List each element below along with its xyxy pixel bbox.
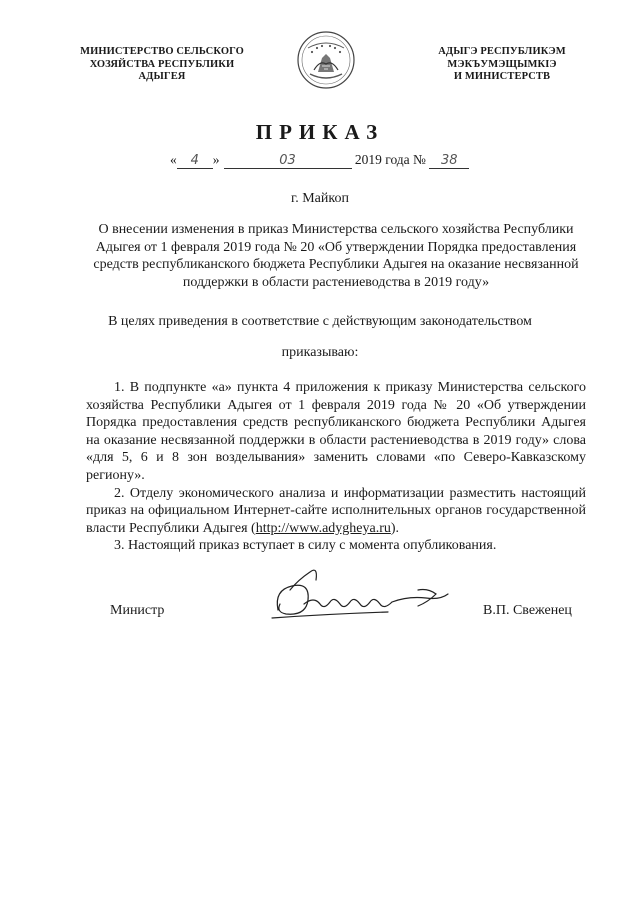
handwritten-signature-icon — [268, 560, 458, 630]
order-item-2 — [86, 485, 586, 538]
order-body — [86, 379, 586, 555]
preamble: В целях приведения в соответствие с действующим законодательством — [108, 314, 532, 329]
order-item-2-text: 2. Отделу экономического анализа и информатизации разместить настоящий приказ на официальном Интернет-сайте исполнительных органов государственной власти Республики Адыгея ( — [86, 485, 586, 536]
date-day-field: 4 — [177, 153, 213, 169]
date-month-field: 03 — [224, 153, 352, 169]
date-line — [170, 152, 469, 169]
order-item-2-end: ). — [390, 520, 400, 536]
signatory-role: Министр — [110, 603, 165, 618]
quote-close: » — [212, 152, 220, 167]
ministry-header-adyghe — [410, 46, 594, 84]
header-line: АДЫГЭ РЕСПУБЛИКЭМ — [438, 46, 566, 57]
header-line: ХОЗЯЙСТВА РЕСПУБЛИКИ — [89, 58, 235, 70]
order-item-1: 1. В подпункте «а» пункта 4 приложения к приказу Министерства сельского хозяйства Республики Адыгея от 1 февраля 2019 года № 20 «Об утверждении Порядка предоставления средств республиканского бюджета Республики Адыгея на оказание несвязанной поддержки в области растениеводства в 2019 году» слова «для 5, 6 и 8 зон возделывания» заменить словами «по Северо-Кавказскому региону». — [86, 380, 586, 483]
order-word: приказываю: — [281, 345, 359, 360]
order-number-field: 38 — [429, 153, 469, 169]
order-item-3: 3. Настоящий приказ вступает в силу с момента опубликования. — [114, 538, 497, 554]
header-line: И МИНИСТЕРСТВ — [453, 71, 551, 82]
quote-open: « — [170, 152, 177, 167]
website-link[interactable]: http://www.adygheya.ru — [255, 520, 391, 536]
city: г. Майкоп — [291, 191, 349, 206]
header-line: АДЫГЕЯ — [138, 71, 186, 82]
coat-of-arms-icon — [296, 30, 356, 90]
header-line: МИНИСТЕРСТВО СЕЛЬСКОГО — [80, 46, 244, 57]
signatory-name: В.П. Свеженец — [483, 603, 572, 618]
document-title: ПРИКАЗ — [255, 120, 385, 144]
ministry-header-russian — [72, 46, 252, 84]
order-subject: О внесении изменения в приказ Министерства сельского хозяйства Республики Адыгея от 1 февраля 2019 года № 20 «Об утверждении Порядка предоставления средств республиканского бюджета Республики Адыгея на оказание несвязанной поддержки в области растениеводства в 2019 году» — [93, 222, 579, 290]
header-line: МЭКЪУМЭЩЫМКІЭ — [447, 58, 557, 70]
year-text: 2019 года № — [354, 152, 426, 167]
